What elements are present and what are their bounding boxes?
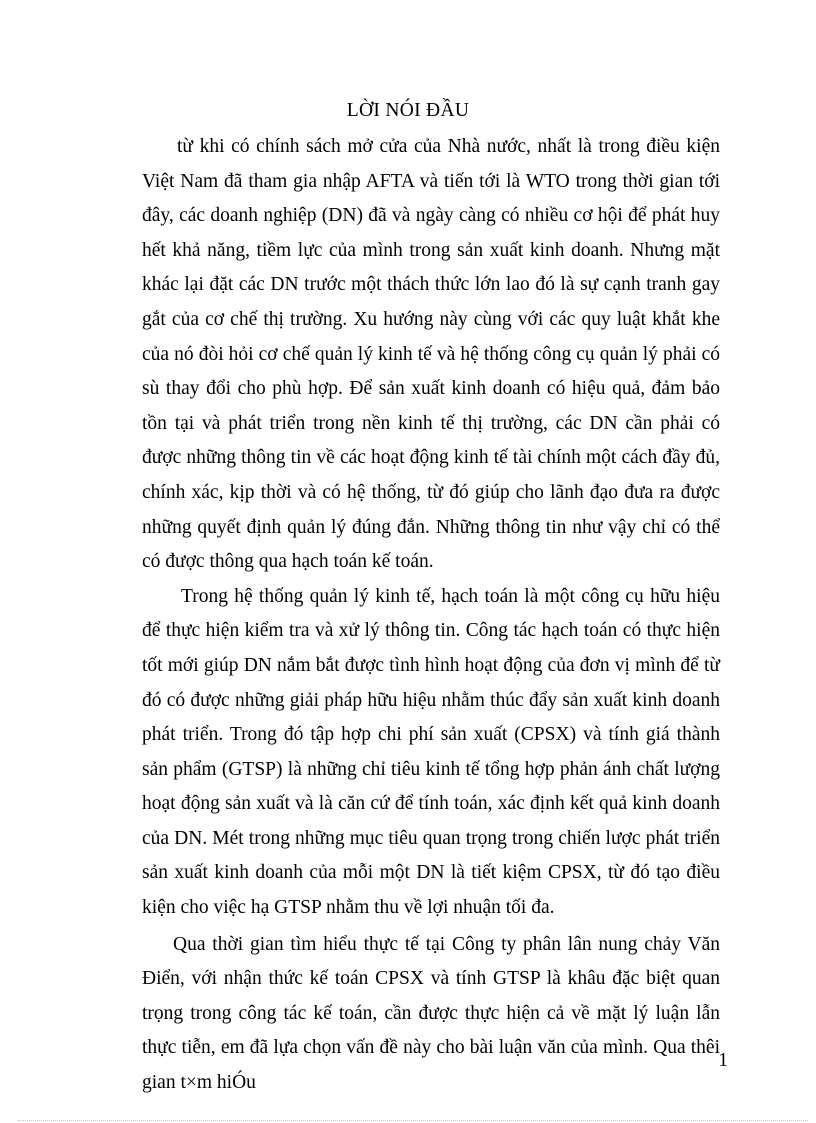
page-edge-divider xyxy=(18,1120,808,1121)
page-title: LỜI NÓI ĐẦU xyxy=(346,100,470,121)
paragraph-3: Qua thời gian tìm hiểu thực tế tại Công ty phân lân nung chảy Văn Điển, với nhận thức kế toán CPSX và tính GTSP là khâu đặc biệt quan trọng trong công tác kế toán, cần được thực hiện cả về mặt lý luận lẫn thực tiễn, em đã lựa chọn vấn đề này cho bài luận văn của mình. Qua thêi gian t×m hiÓu xyxy=(142,933,720,1094)
body-text xyxy=(142,130,720,1101)
paragraph-2: Trong hệ thống quản lý kinh tế, hạch toán là một công cụ hữu hiệu để thực hiện kiểm tra và xử lý thông tin. Công tác hạch toán có thực hiện tốt mới giúp DN nắm bắt được tình hình hoạt động của đơn vị mình để từ đó có được những giải pháp hữu hiệu nhằm thúc đẩy sản xuất kinh doanh phát triển. Trong đó tập hợp chi phí sản xuất (CPSX) và tính giá thành sản phẩm (GTSP) là những chỉ tiêu kinh tế tổng hợp phản ánh chất lượng hoạt động sản xuất và là căn cứ để tính toán, xác định kết quả kinh doanh của DN. Mét trong những mục tiêu quan trọng trong chiến lược phát triển sản xuất kinh doanh của mỗi một DN là tiết kiệm CPSX, từ đó tạo điều kiện cho việc hạ GTSP nhằm thu về lợi nhuận tối đa. xyxy=(142,585,720,919)
paragraph-1: từ khi có chính sách mở cửa của Nhà nước, nhất là trong điều kiện Việt Nam đã tham gia nhập AFTA và tiến tới là WTO trong thời gian tới đây, các doanh nghiệp (DN) đã và ngày càng có nhiều cơ hội để phát huy hết khả năng, tiềm lực của mình trong sản xuất kinh doanh. Nhưng mặt khác lại đặt các DN trước một thách thức lớn lao đó là sự cạnh tranh gay gắt của cơ chế thị trường. Xu hướng này cùng với các quy luật khắt khe của nó đòi hỏi cơ chế quản lý kinh tế và hệ thống công cụ quản lý phải có sù thay đổi cho phù hợp. Để sản xuất kinh doanh có hiệu quả, đảm bảo tồn tại và phát triển trong nền kinh tế thị trường, các DN cần phải có được những thông tin về các hoạt động kinh tế tài chính một cách đầy đủ, chính xác, kịp thời và có hệ thống, từ đó giúp cho lãnh đạo đưa ra được những quyết định quản lý đúng đắn. Những thông tin như vậy chỉ có thể có được thông qua hạch toán kế toán. xyxy=(142,136,720,573)
page-number: 1 xyxy=(718,1050,728,1071)
